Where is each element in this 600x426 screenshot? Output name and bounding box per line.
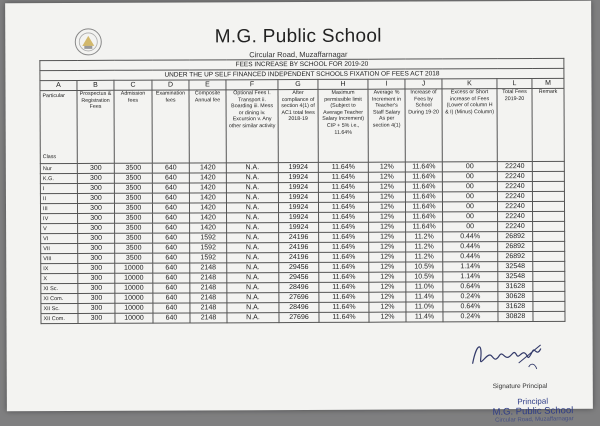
header-composite: Composite Annual fee — [189, 90, 226, 163]
fee-cell: 12% — [369, 212, 406, 222]
fee-cell: 640 — [153, 273, 190, 283]
fee-cell: 11.64% — [319, 232, 369, 242]
fee-cell: 640 — [153, 223, 190, 233]
fee-cell: 26892 — [498, 251, 533, 261]
fee-cell: 3500 — [114, 203, 152, 213]
fee-cell: 1592 — [190, 253, 227, 263]
fee-cell: 31628 — [498, 301, 533, 311]
fee-cell: 19924 — [279, 222, 319, 232]
column-letter: F — [226, 80, 278, 90]
fee-cell: 19924 — [279, 212, 319, 222]
column-letter: K — [442, 79, 497, 89]
fee-cell: 11.64% — [405, 202, 442, 212]
fee-cell: 1420 — [189, 183, 226, 193]
fee-cell: 1.14% — [443, 272, 498, 282]
fee-cell: 1420 — [189, 173, 226, 183]
fee-cell: 11.2% — [406, 242, 443, 252]
fee-cell: N.A. — [227, 223, 279, 233]
fee-cell: 0.44% — [443, 232, 498, 242]
fee-cell — [533, 261, 565, 271]
fee-cell: 11.2% — [406, 252, 443, 262]
fee-cell: 1592 — [190, 233, 227, 243]
fee-cell: 26892 — [498, 231, 533, 241]
fee-cell: 11.64% — [406, 222, 443, 232]
fee-cell — [533, 271, 565, 281]
fee-cell — [532, 181, 564, 191]
fee-cell: 00 — [442, 172, 497, 182]
fee-cell: 10.5% — [406, 272, 443, 282]
fee-cell — [533, 241, 565, 251]
column-header-row — [40, 88, 564, 163]
fee-cell: 300 — [77, 183, 114, 193]
act-title: UNDER THE UP SELF FINANCED INDEPENDENT SCHOOLS FIXATION OF FEES ACT 2018 — [40, 68, 564, 80]
fee-cell — [533, 251, 565, 261]
fee-cell: 11.64% — [319, 242, 369, 252]
fee-table — [39, 58, 565, 324]
fee-cell: 300 — [77, 163, 114, 173]
header-avg-increment: Average % Increment in Teacher's Staff Salary As per section 4(1) — [368, 89, 405, 162]
fee-cell: 19924 — [278, 192, 318, 202]
fee-cell: N.A. — [226, 163, 278, 173]
class-cell: Nur — [40, 163, 77, 173]
fee-cell: 11.2% — [406, 232, 443, 242]
fee-cell: 24196 — [279, 242, 319, 252]
fee-cell: 1.14% — [443, 262, 498, 272]
fee-cell: 11.64% — [319, 262, 369, 272]
fee-cell: 00 — [443, 222, 498, 232]
fee-cell: 640 — [153, 313, 190, 323]
class-cell: XII Com. — [41, 313, 78, 323]
fee-cell: 3500 — [115, 253, 153, 263]
class-cell: X — [41, 273, 78, 283]
fee-cell: 19924 — [278, 202, 318, 212]
fee-cell: 00 — [442, 192, 497, 202]
fee-cell: 0.64% — [443, 302, 498, 312]
class-cell: IX — [41, 263, 78, 273]
fee-cell: 300 — [78, 263, 115, 273]
fee-cell: N.A. — [227, 263, 279, 273]
fee-cell: N.A. — [227, 273, 279, 283]
fee-cell: 11.64% — [406, 212, 443, 222]
fee-cell: 300 — [78, 253, 115, 263]
fee-cell: 11.64% — [319, 222, 369, 232]
fee-cell: 3500 — [115, 213, 153, 223]
fee-cell — [533, 291, 565, 301]
fee-cell: 2148 — [190, 283, 227, 293]
class-cell: XI Com. — [41, 293, 78, 303]
fee-cell: 24196 — [279, 252, 319, 262]
fee-cell: 11.64% — [319, 292, 369, 302]
fee-cell: 3500 — [114, 173, 152, 183]
fee-cell: 28496 — [279, 302, 319, 312]
header-max-limit: Maximum permissible limit (Subject to Average Teacher Salary Increment) CIP + 5% i.e., 11.64% — [318, 89, 368, 162]
fee-cell: 640 — [152, 193, 189, 203]
fee-cell: 31628 — [498, 281, 533, 291]
handwritten-signature — [467, 333, 545, 377]
fee-cell: 11.64% — [319, 302, 369, 312]
fee-cell: 2148 — [190, 263, 227, 273]
fee-cell: 640 — [153, 233, 190, 243]
column-letter: G — [278, 79, 318, 89]
fee-cell: 11.64% — [318, 172, 368, 182]
column-letter: I — [368, 79, 405, 89]
column-letter: E — [189, 80, 226, 90]
class-cell: II — [40, 193, 77, 203]
fee-cell: N.A. — [226, 183, 278, 193]
fee-cell: 0.44% — [443, 242, 498, 252]
fee-cell: 0.44% — [443, 252, 498, 262]
fee-cell — [533, 311, 565, 321]
header-particular: Particular — [42, 93, 65, 100]
fee-cell: 640 — [152, 173, 189, 183]
header-increase: Increase of Fees by School During 19-20 — [405, 89, 442, 162]
fee-cell: 2148 — [190, 313, 227, 323]
fee-cell: 22240 — [497, 171, 532, 181]
fee-cell: 1420 — [189, 193, 226, 203]
fee-cell: 640 — [153, 253, 190, 263]
stamp-address: Circular Road, Muzaffarnagar — [495, 416, 574, 424]
header-admission: Admission fees — [114, 90, 152, 163]
fee-cell: 1420 — [189, 203, 226, 213]
fee-cell: 300 — [77, 193, 114, 203]
fee-cell: 22240 — [498, 221, 533, 231]
fee-cell: 300 — [78, 223, 115, 233]
fee-cell: 1592 — [190, 243, 227, 253]
fee-cell: 11.64% — [319, 312, 369, 322]
fee-cell: 0.24% — [443, 312, 498, 322]
column-letter: D — [152, 80, 189, 90]
fee-cell: 640 — [153, 303, 190, 313]
fee-cell: 640 — [152, 163, 189, 173]
fee-cell: 12% — [369, 222, 406, 232]
fee-cell: N.A. — [227, 233, 279, 243]
fee-cell — [533, 221, 565, 231]
fee-cell: 30828 — [498, 311, 533, 321]
column-letter: C — [114, 80, 152, 90]
fee-cell: 22240 — [498, 211, 533, 221]
fee-cell: 12% — [369, 272, 406, 282]
fee-cell: 12% — [369, 252, 406, 262]
header-excess: Excess or Short increase of Fees (Lower of column H & I) (Minus) Column) — [442, 89, 497, 162]
fee-cell: 3500 — [114, 193, 152, 203]
fee-cell: 27696 — [279, 312, 319, 322]
fee-cell: 2148 — [190, 293, 227, 303]
fee-cell: 640 — [153, 263, 190, 273]
fee-cell — [533, 281, 565, 291]
fee-cell: 11.64% — [318, 202, 368, 212]
fee-cell — [533, 231, 565, 241]
fee-cell: 1420 — [190, 223, 227, 233]
fee-cell: 12% — [368, 202, 405, 212]
fee-cell: 11.64% — [319, 272, 369, 282]
fee-cell: 27696 — [279, 292, 319, 302]
class-cell: VI — [41, 233, 78, 243]
fee-cell: 10000 — [115, 313, 153, 323]
class-cell: I — [40, 183, 77, 193]
fee-cell: 29456 — [279, 262, 319, 272]
fee-cell: N.A. — [227, 213, 279, 223]
fee-cell: 12% — [368, 182, 405, 192]
table-row — [41, 311, 565, 323]
class-cell: IV — [41, 213, 78, 223]
fee-cell: 300 — [78, 283, 115, 293]
fee-cell — [533, 301, 565, 311]
fee-cell: 19924 — [278, 182, 318, 192]
header-prospectus: Prospectus & Registration Fees — [77, 90, 114, 163]
column-letter: H — [318, 79, 368, 89]
fee-cell: 3500 — [114, 163, 152, 173]
fee-cell: 12% — [369, 232, 406, 242]
fee-cell: 11.64% — [405, 162, 442, 172]
fee-cell — [532, 201, 564, 211]
class-cell: XII Sc. — [41, 303, 78, 313]
fee-cell: 300 — [78, 213, 115, 223]
class-cell: VII — [41, 243, 78, 253]
fee-cell: 22240 — [497, 191, 532, 201]
fee-cell: 11.64% — [319, 282, 369, 292]
school-name: M.G. Public School — [214, 25, 382, 48]
fee-cell: 2148 — [190, 303, 227, 313]
fee-cell: N.A. — [226, 173, 278, 183]
header-particular-class — [40, 90, 77, 163]
fee-cell: 3500 — [114, 183, 152, 193]
fee-cell: N.A. — [226, 203, 278, 213]
fees-increase-subtitle: FEES INCREASE BY SCHOOL FOR 2019-20 — [40, 58, 564, 70]
fee-cell: 12% — [369, 262, 406, 272]
fee-cell: 300 — [78, 293, 115, 303]
header-class: Class — [42, 154, 57, 161]
fee-cell: 640 — [153, 213, 190, 223]
fee-cell: 3500 — [115, 223, 153, 233]
class-cell: V — [41, 223, 78, 233]
fee-cell — [532, 191, 564, 201]
header-optional: Optional Fees I. Transport ii. Boarding iii. Mess or dining iv. Excursion v. Any other similar activity — [226, 90, 278, 163]
signature-label: Signature Principal — [492, 382, 548, 391]
fee-cell: 300 — [77, 203, 114, 213]
fee-cell: 640 — [153, 243, 190, 253]
fee-cell: 300 — [78, 313, 115, 323]
fee-cell: 11.0% — [406, 282, 443, 292]
header-after-compliance: After compliance of section 4(1) of AC1 total fees 2018-19 — [278, 89, 318, 162]
fee-cell: 1420 — [189, 163, 226, 173]
fee-cell: N.A. — [227, 253, 279, 263]
fee-cell: 12% — [368, 172, 405, 182]
fee-cell: 11.64% — [405, 182, 442, 192]
class-cell: XI Sc. — [41, 283, 78, 293]
fee-cell: 11.64% — [318, 182, 368, 192]
fee-cell: 11.64% — [405, 172, 442, 182]
fee-cell: 300 — [78, 273, 115, 283]
fee-cell: 2148 — [190, 273, 227, 283]
fee-cell — [533, 211, 565, 221]
column-letter: J — [405, 79, 442, 89]
fee-cell: 640 — [152, 203, 189, 213]
fee-cell: 19924 — [278, 172, 318, 182]
fee-cell: 11.64% — [319, 212, 369, 222]
fee-cell: 3500 — [115, 233, 153, 243]
fee-cell: 11.64% — [405, 192, 442, 202]
fee-cell: 00 — [443, 212, 498, 222]
class-cell: K.G. — [40, 173, 77, 183]
header-remark: Remark — [532, 88, 564, 161]
fee-cell: 10000 — [115, 293, 153, 303]
fee-cell: 19924 — [278, 162, 318, 172]
fee-cell: 640 — [153, 293, 190, 303]
header-total: Total Fees 2019-20 — [497, 88, 532, 161]
column-letter: M — [532, 78, 564, 88]
fee-cell: 22240 — [497, 181, 532, 191]
fee-cell: N.A. — [227, 303, 279, 313]
fee-cell: 11.64% — [319, 252, 369, 262]
fee-cell: 29456 — [279, 272, 319, 282]
fee-cell: 30628 — [498, 291, 533, 301]
fee-cell: 300 — [78, 233, 115, 243]
fee-cell: 00 — [442, 202, 497, 212]
fee-cell: 00 — [442, 182, 497, 192]
fee-cell: 32548 — [498, 261, 533, 271]
school-address: Circular Road, Muzaffarnagar — [249, 49, 348, 60]
column-letter: A — [40, 80, 77, 90]
fee-cell: 12% — [368, 162, 405, 172]
fee-cell: 00 — [442, 162, 497, 172]
fee-cell: 300 — [77, 173, 114, 183]
fee-cell: 300 — [78, 243, 115, 253]
fee-cell: 640 — [153, 283, 190, 293]
fee-cell: 12% — [369, 282, 406, 292]
fee-cell: 10000 — [115, 273, 153, 283]
fee-cell — [532, 161, 564, 171]
fee-cell: 24196 — [279, 232, 319, 242]
fee-cell: 12% — [369, 312, 406, 322]
fee-cell: 10000 — [115, 263, 153, 273]
fee-cell: 0.24% — [443, 292, 498, 302]
fee-cell: 10.5% — [406, 262, 443, 272]
column-letter: L — [497, 78, 532, 88]
column-letter: B — [77, 80, 114, 90]
stamp-title: Principal — [517, 396, 549, 407]
fee-cell: 1420 — [190, 213, 227, 223]
stamp-school: M.G. Public School — [492, 405, 574, 418]
fee-cell: N.A. — [227, 243, 279, 253]
header-examination: Examination fees — [152, 90, 189, 163]
fee-cell: N.A. — [226, 193, 278, 203]
fee-cell: 12% — [369, 302, 406, 312]
fee-cell: 28496 — [279, 282, 319, 292]
fee-cell: 22240 — [497, 201, 532, 211]
fee-cell: 22240 — [497, 161, 532, 171]
fee-cell: 12% — [369, 292, 406, 302]
fee-cell: 11.0% — [406, 302, 443, 312]
fee-cell: 0.64% — [443, 282, 498, 292]
fee-cell — [532, 171, 564, 181]
principal-stamp — [473, 396, 594, 425]
fee-cell: 10000 — [115, 303, 153, 313]
fee-cell: N.A. — [227, 293, 279, 303]
class-cell: VIII — [41, 253, 78, 263]
fee-cell: 12% — [369, 242, 406, 252]
fee-cell: N.A. — [227, 313, 279, 323]
fee-cell: 11.4% — [406, 312, 443, 322]
fee-cell: 10000 — [115, 283, 153, 293]
class-cell: III — [40, 203, 77, 213]
signature-block — [463, 333, 593, 424]
fee-cell: 11.64% — [318, 192, 368, 202]
fee-cell: 640 — [152, 183, 189, 193]
fee-cell: 300 — [78, 303, 115, 313]
fee-cell: 12% — [368, 192, 405, 202]
fee-cell: 11.4% — [406, 292, 443, 302]
fee-document — [5, 1, 593, 424]
fee-cell: 26892 — [498, 241, 533, 251]
fee-cell: 11.64% — [318, 162, 368, 172]
fee-cell: 3500 — [115, 243, 153, 253]
fee-cell: 32548 — [498, 271, 533, 281]
fee-cell: N.A. — [227, 283, 279, 293]
